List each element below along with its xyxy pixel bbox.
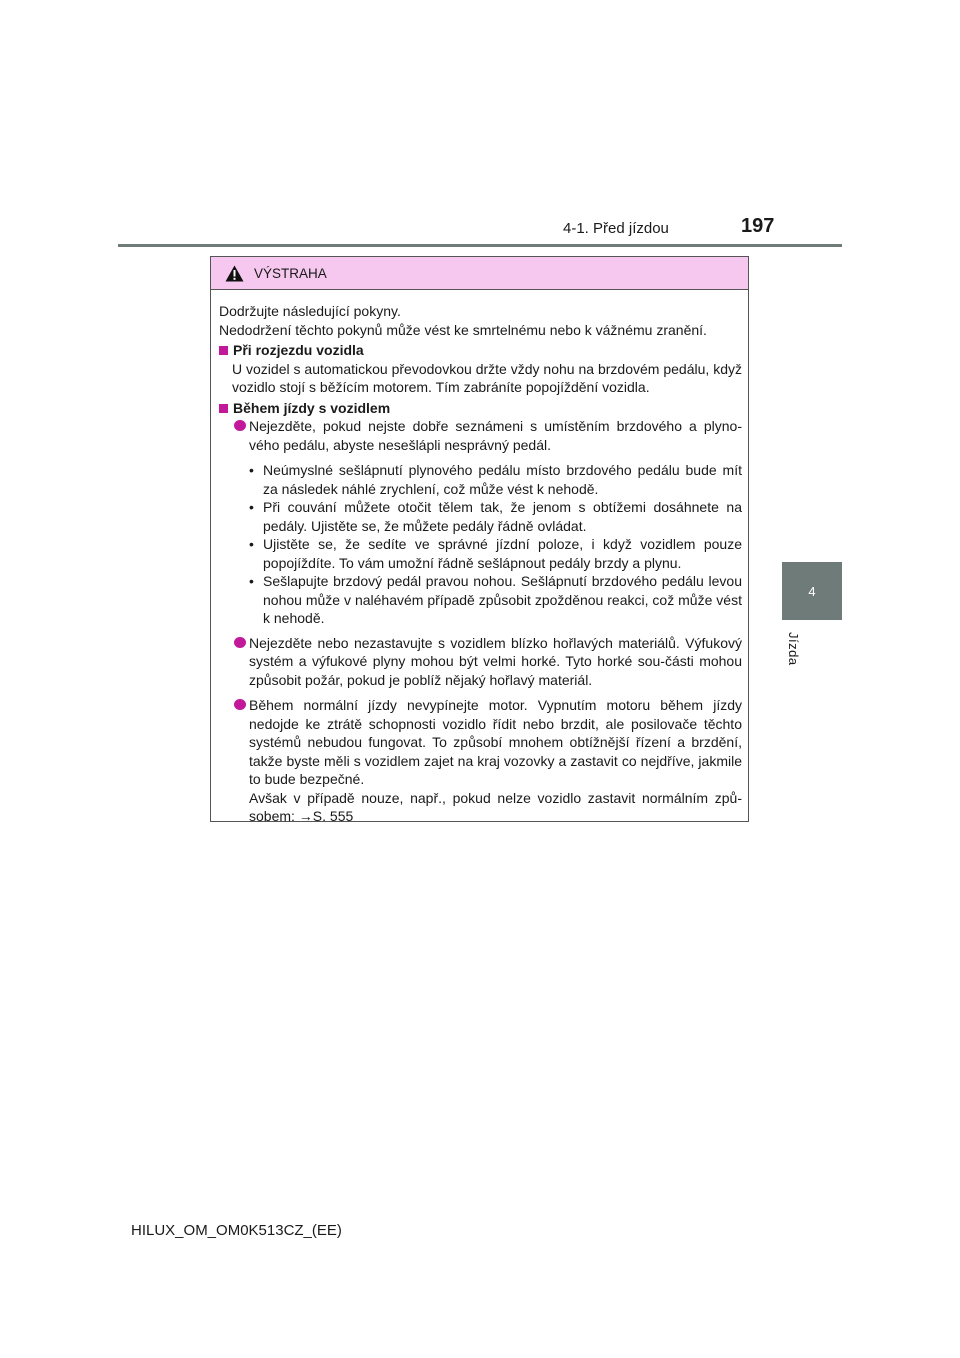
list-item xyxy=(219,634,742,690)
list-item xyxy=(219,696,742,826)
section-title: 4-1. Před jízdou xyxy=(563,220,669,237)
circle-bullet-icon xyxy=(234,637,246,648)
intro-line-2: Nedodržení těchto pokynů může vést ke smrtelnému nebo k vážnému zranění. xyxy=(219,321,707,338)
square-bullet-icon xyxy=(219,404,228,413)
circle-bullet-icon xyxy=(234,420,246,431)
list-item-paragraph: Během normální jízdy nevypínejte motor. Vypnutím motoru během jízdy nedojde ke ztrátě schopnosti vozidlo řídit nebo brzdit, ale posilovače těchto systémů nebudou fungovat. To způsobí mnohem obtížnější řízení a brzdění, takže byste měli s vozidlem zajet na kraj vozovky a zastavit co nejdříve, jakmile to bude bezpečné. xyxy=(249,697,742,787)
page-number: 197 xyxy=(741,215,775,237)
page-reference-link[interactable]: Avšak v případě nouze, např., pokud nelze vozidlo zastavit normálním způ-sobem: →S. 555 xyxy=(249,789,742,824)
sub-list-item: • Ujistěte se, že sedíte ve správné jízdní poloze, i když vozidlem pouze popojíždíte. To vám umožní řádně sešlápnout pedály brzdy a plynu. xyxy=(249,536,742,571)
sub-list-item: • Sešlapujte brzdový pedál pravou nohou. Sešlápnutí brzdového pedálu levou nohou může v naléhavém případě způsobit zpožděnou reakci, což může vést k nehodě. xyxy=(249,573,742,626)
list-item-text xyxy=(249,696,742,826)
list-item xyxy=(219,417,742,454)
intro-line-1: Dodržujte následující pokyny. xyxy=(219,303,401,319)
warning-triangle-icon xyxy=(225,265,244,282)
list-item-text: Nejezděte nebo nezastavujte s vozidlem blízko hořlavých materiálů. Výfukový systém a výfukové plyny mohou být velmi horké. Tyto horké sou-části mohou způsobit požár, pokud je poblíž nějaký hořlavý materiál. xyxy=(249,634,742,688)
square-bullet-icon xyxy=(219,346,228,355)
chapter-number: 4 xyxy=(808,583,816,599)
section-heading-text: Při rozjezdu vozidla xyxy=(233,342,364,358)
section-heading-text: Během jízdy s vozidlem xyxy=(233,399,391,416)
circle-bullet-icon xyxy=(234,699,246,710)
sub-list xyxy=(219,461,742,628)
section-text: U vozidel s automatickou převodovkou držte vždy nohu na brzdovém pedálu, když vozidlo stojí s běžícím motorem. Tím zabráníte popojíždění vozidla. xyxy=(232,360,742,395)
chapter-label: Jízda xyxy=(786,632,801,666)
list-item-text: Nejezděte, pokud nejste dobře seznámeni s umístěním brzdového a plyno-vého pedálu, abyste nesešlápli nesprávný pedál. xyxy=(249,418,742,453)
warning-title: VÝSTRAHA xyxy=(254,265,327,281)
warning-header xyxy=(211,257,748,290)
header-divider xyxy=(118,244,842,247)
warning-body xyxy=(211,290,748,826)
section-heading xyxy=(219,399,742,418)
sub-list-item: • Při couvání můžete otočit tělem tak, že jenom s obtížemi dosáhnete na pedály. Ujistěte se, že můžete pedály řádně ovládat. xyxy=(249,499,742,534)
section-heading xyxy=(219,341,742,360)
chapter-tab[interactable] xyxy=(782,562,842,620)
sub-list-item: • Neúmyslné sešlápnutí plynového pedálu místo brzdového pedálu bude mít za následek náhlé zrychlení, což může vést k nehodě. xyxy=(249,462,742,497)
warning-box xyxy=(210,256,749,822)
document-code: HILUX_OM_OM0K513CZ_(EE) xyxy=(131,1222,342,1239)
